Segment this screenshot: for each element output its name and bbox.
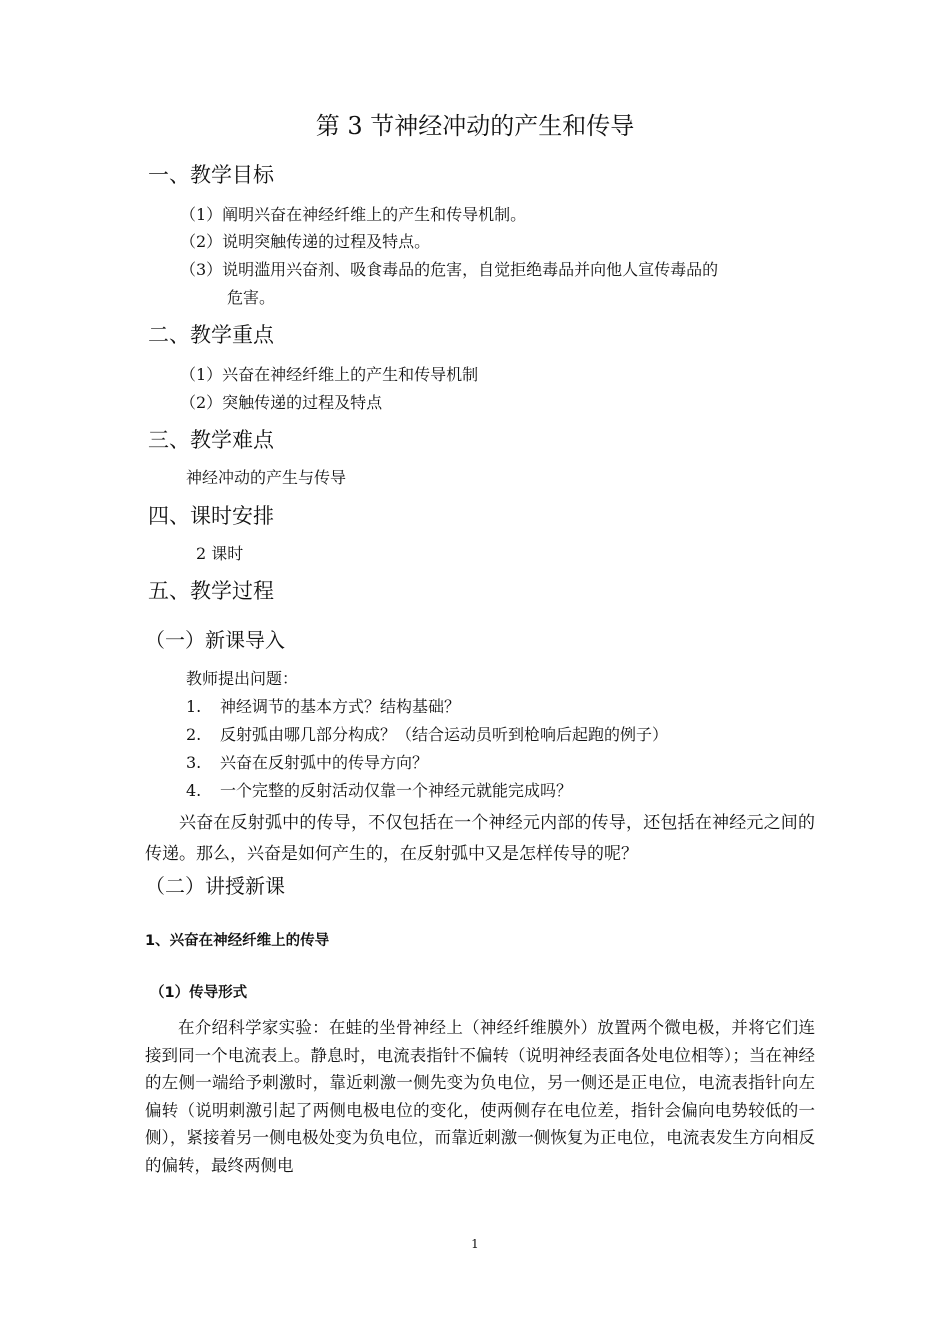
question-number: 4. <box>186 781 202 800</box>
question-item <box>186 750 428 776</box>
subsubheading-conduction-form: （1）传导形式 <box>150 985 248 1001</box>
goal-item-3-cont: 危害。 <box>227 288 276 307</box>
heading-teaching-goals: 一、教学目标 <box>148 163 274 187</box>
intro-lead: 教师提出问题： <box>186 669 299 688</box>
question-number: 1. <box>186 697 202 716</box>
question-item <box>186 694 460 720</box>
goal-item-3: （3）说明滥用兴奋剂、吸食毒品的危害，自觉拒绝毒品并向他人宣传毒品的 <box>180 260 719 279</box>
key-point-2: （2）突触传递的过程及特点 <box>180 393 383 412</box>
heading-process: 五、教学过程 <box>148 579 274 603</box>
page-number: 1 <box>471 1237 479 1251</box>
question-number: 3. <box>186 753 202 772</box>
difficulty-text: 神经冲动的产生与传导 <box>186 468 347 487</box>
lecture-paragraph: 在介绍科学家实验：在蛙的坐骨神经上（神经纤维膜外）放置两个微电极，并将它们连接到同一个电流表上。静息时，电流表指针不偏转（说明神经表面各处电位相等）；当在神经的左侧一端给予刺激时，靠近刺激一侧先变为负电位，另一侧还是正电位，电流表指针向左偏转（说明刺激引起了两侧电极电位的变化，使两侧存在电位差，指针会偏向电势较低的一侧），紧接着另一侧电极处变为负电位，而靠近刺激一侧恢复为正电位，电流表发生方向相反的偏转，最终两侧电 <box>145 1018 815 1175</box>
question-text: 反射弧由哪几部分构成？（结合运动员听到枪响后起跑的例子） <box>220 725 669 744</box>
question-text: 神经调节的基本方式？结构基础？ <box>220 697 461 716</box>
question-text: 兴奋在反射弧中的传导方向？ <box>220 753 429 772</box>
question-number: 2. <box>186 725 202 744</box>
question-item <box>186 722 668 748</box>
heading-intro: （一）新课导入 <box>145 628 285 652</box>
heading-schedule: 四、课时安排 <box>148 504 274 528</box>
heading-key-points: 二、教学重点 <box>148 323 274 347</box>
question-item <box>186 778 572 804</box>
goal-item-2: （2）说明突触传递的过程及特点。 <box>180 232 431 251</box>
subheading-fiber-conduction: 1、兴奋在神经纤维上的传导 <box>145 933 330 949</box>
page-title: 第 3 节神经冲动的产生和传导 <box>315 112 635 140</box>
schedule-text: 2 课时 <box>196 544 244 563</box>
question-text: 一个完整的反射活动仅靠一个神经元就能完成吗？ <box>220 781 573 800</box>
intro-paragraph: 兴奋在反射弧中的传导，不仅包括在一个神经元内部的传导，还包括在神经元之间的传递。那么，兴奋是如何产生的，在反射弧中又是怎样传导的呢？ <box>145 813 815 864</box>
goal-item-1: （1）阐明兴奋在神经纤维上的产生和传导机制。 <box>180 205 527 224</box>
heading-lecture: （二）讲授新课 <box>145 874 285 898</box>
heading-difficulties: 三、教学难点 <box>148 428 274 452</box>
key-point-1: （1）兴奋在神经纤维上的产生和传导机制 <box>180 365 479 384</box>
